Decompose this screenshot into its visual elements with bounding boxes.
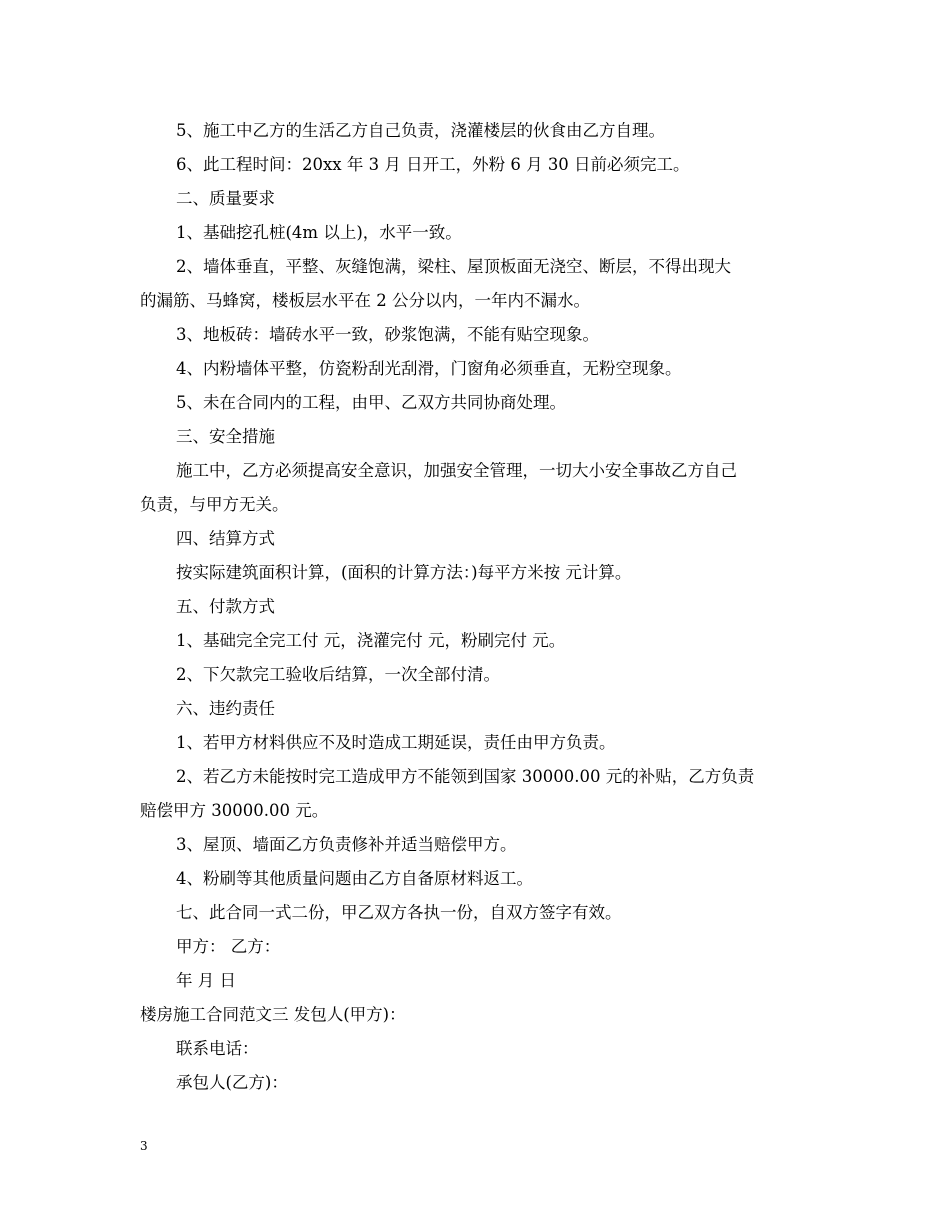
contact-phone-line: 联系电话： — [176, 1039, 259, 1058]
paragraph-line: 1、基础挖孔桩(4m 以上)，水平一致。 — [176, 223, 462, 242]
contract-title-line: 楼房施工合同范文三 发包人(甲方)： — [140, 1005, 406, 1024]
paragraph-line: 6、此工程时间：20xx 年 3 月 日开工，外粉 6 月 30 日前必须完工。 — [176, 155, 690, 174]
signature-line: 甲方： 乙方： — [176, 937, 281, 956]
paragraph-line: 5、施工中乙方的生活乙方自己负责，浇灌楼层的伙食由乙方自理。 — [176, 121, 665, 140]
paragraph-line: 3、屋顶、墙面乙方负责修补并适当赔偿甲方。 — [176, 835, 517, 854]
paragraph-line: 4、粉刷等其他质量问题由乙方自备原材料返工。 — [176, 869, 533, 888]
section-heading: 四、结算方式 — [176, 529, 275, 548]
paragraph-line: 5、未在合同内的工程，由甲、乙双方共同协商处理。 — [176, 393, 566, 412]
document-body — [140, 114, 820, 1100]
contractor-line: 承包人(乙方)： — [176, 1073, 288, 1092]
paragraph-line-continued: 的漏筋、马蜂窝，楼板层水平在 2 公分以内，一年内不漏水。 — [140, 291, 590, 310]
paragraph-line: 4、内粉墙体平整，仿瓷粉刮光刮滑，门窗角必须垂直，无粉空现象。 — [176, 359, 682, 378]
paragraph-line-continued: 负责，与甲方无关。 — [140, 495, 289, 514]
page-number: 3 — [140, 1139, 148, 1153]
paragraph-line: 2、若乙方未能按时完工造成甲方不能领到国家 30000.00 元的补贴，乙方负责 — [176, 767, 755, 786]
paragraph-line: 2、墙体垂直，平整、灰缝饱满，梁柱、屋顶板面无浇空、断层，不得出现大 — [176, 257, 731, 276]
section-heading: 二、质量要求 — [176, 189, 275, 208]
paragraph-line: 3、地板砖：墙砖水平一致，砂浆饱满，不能有贴空现象。 — [176, 325, 599, 344]
date-line: 年 月 日 — [176, 971, 236, 990]
paragraph-line: 2、下欠款完工验收后结算，一次全部付清。 — [176, 665, 500, 684]
paragraph-line-continued: 赔偿甲方 30000.00 元。 — [140, 801, 329, 820]
paragraph-line: 施工中，乙方必须提高安全意识，加强安全管理，一切大小安全事故乙方自己 — [176, 461, 737, 480]
section-heading: 七、此合同一式二份，甲乙双方各执一份，自双方签字有效。 — [176, 903, 622, 922]
paragraph-line: 按实际建筑面积计算，(面积的计算方法：)每平方米按 元计算。 — [176, 563, 632, 582]
section-heading: 五、付款方式 — [176, 597, 275, 616]
paragraph-line: 1、若甲方材料供应不及时造成工期延误，责任由甲方负责。 — [176, 733, 616, 752]
paragraph-line: 1、基础完全完工付 元，浇灌完付 元，粉刷完付 元。 — [176, 631, 566, 650]
section-heading: 三、安全措施 — [176, 427, 275, 446]
section-heading: 六、违约责任 — [176, 699, 275, 718]
